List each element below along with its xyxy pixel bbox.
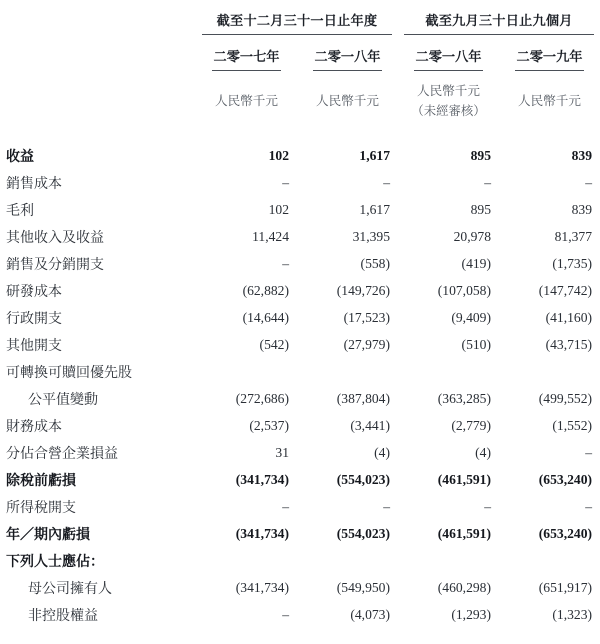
row-value: – bbox=[484, 175, 491, 191]
table-header bbox=[0, 0, 600, 143]
row-value: – bbox=[585, 445, 593, 461]
row-value bbox=[398, 548, 499, 575]
header-year-2017-rule bbox=[212, 70, 281, 71]
row-value: (1,552) bbox=[552, 418, 593, 434]
row-value: (9,409) bbox=[451, 310, 491, 326]
row-label: 研發成本 bbox=[6, 285, 62, 301]
header-year-2017 bbox=[196, 37, 297, 73]
row-value: (653,240) bbox=[538, 526, 593, 542]
row-value: (554,023) bbox=[336, 472, 390, 488]
row-value: 31,395 bbox=[352, 229, 390, 245]
header-unit-col3-label: 人民幣千元 bbox=[417, 84, 480, 98]
row-value: (147,742) bbox=[538, 283, 593, 299]
header-unit-col4 bbox=[499, 73, 600, 121]
row-value: (149,726) bbox=[336, 283, 390, 299]
row-label: 非控股權益 bbox=[28, 609, 98, 625]
row-label: 毛利 bbox=[6, 204, 34, 220]
header-unit-col1 bbox=[196, 73, 297, 121]
row-value: – bbox=[282, 175, 289, 191]
row-label: 母公司擁有人 bbox=[28, 582, 112, 598]
row-value: 895 bbox=[470, 148, 491, 164]
row-value: 839 bbox=[571, 148, 593, 164]
header-group-row bbox=[0, 0, 600, 37]
row-value: – bbox=[282, 499, 289, 515]
row-value: 1,617 bbox=[359, 202, 390, 218]
row-value bbox=[297, 359, 398, 386]
row-value: (4) bbox=[475, 445, 491, 461]
row-value: (3,441) bbox=[350, 418, 390, 434]
header-group-annual bbox=[196, 0, 398, 37]
header-year-2019-interim bbox=[499, 37, 600, 73]
header-year-2019-interim-label: 二零一九年 bbox=[516, 49, 583, 64]
row-label: 其他收入及收益 bbox=[6, 231, 104, 247]
row-value: (363,285) bbox=[437, 391, 491, 407]
table-row bbox=[0, 197, 600, 224]
table-row bbox=[0, 440, 600, 467]
row-value: (14,644) bbox=[242, 310, 289, 326]
row-value: 1,617 bbox=[359, 148, 390, 164]
row-label: 銷售及分銷開支 bbox=[6, 258, 104, 274]
row-label: 銷售成本 bbox=[6, 177, 62, 193]
header-year-2018-interim bbox=[398, 37, 499, 73]
row-label: 所得稅開支 bbox=[6, 501, 76, 517]
table-row bbox=[0, 413, 600, 440]
header-unit-col2-label: 人民幣千元 bbox=[316, 93, 379, 108]
table-row bbox=[0, 224, 600, 251]
table-row bbox=[0, 143, 600, 170]
row-value: – bbox=[282, 607, 289, 623]
row-value: (27,979) bbox=[343, 337, 390, 353]
row-value: (460,298) bbox=[437, 580, 491, 596]
row-value: 839 bbox=[571, 202, 593, 218]
row-value bbox=[398, 359, 499, 386]
table-row bbox=[0, 548, 600, 575]
table-row bbox=[0, 386, 600, 413]
header-year-row bbox=[0, 37, 600, 73]
row-value: (2,779) bbox=[451, 418, 491, 434]
header-year-2018-annual-label: 二零一八年 bbox=[314, 49, 381, 64]
row-value: (62,882) bbox=[242, 283, 289, 299]
header-year-2018-annual-rule bbox=[313, 70, 382, 71]
row-value: – bbox=[383, 499, 390, 515]
header-group-ninemonths-rule bbox=[404, 34, 594, 35]
row-value: (341,734) bbox=[235, 526, 289, 542]
row-value: (499,552) bbox=[538, 391, 593, 407]
row-value: (558) bbox=[360, 256, 390, 272]
table-row bbox=[0, 332, 600, 359]
row-label: 除稅前虧損 bbox=[6, 474, 76, 490]
row-value: (4) bbox=[374, 445, 390, 461]
row-value: 31 bbox=[275, 445, 289, 461]
row-label: 年／期內虧損 bbox=[6, 528, 90, 544]
table-row bbox=[0, 359, 600, 386]
table-row bbox=[0, 170, 600, 197]
row-value: (4,073) bbox=[350, 607, 390, 623]
row-value: (461,591) bbox=[437, 526, 491, 542]
header-bottom-spacer bbox=[0, 121, 600, 143]
row-value: (1,293) bbox=[451, 607, 491, 623]
header-corner-spacer bbox=[0, 0, 196, 37]
row-value: (542) bbox=[259, 337, 289, 353]
row-value: (653,240) bbox=[538, 472, 593, 488]
table-row bbox=[0, 602, 600, 629]
row-value: 102 bbox=[268, 148, 289, 164]
header-year-2018-interim-label: 二零一八年 bbox=[415, 49, 482, 64]
row-value: (43,715) bbox=[545, 337, 593, 353]
row-value: (554,023) bbox=[336, 526, 390, 542]
row-value: – bbox=[585, 499, 593, 515]
row-label: 分佔合營企業損益 bbox=[6, 447, 118, 463]
header-group-annual-rule bbox=[202, 34, 392, 35]
table-row bbox=[0, 467, 600, 494]
table-row bbox=[0, 521, 600, 548]
row-value: – bbox=[282, 256, 289, 272]
row-value: (17,523) bbox=[343, 310, 390, 326]
row-label: 可轉換可贖回優先股 bbox=[6, 366, 132, 382]
row-value: (510) bbox=[461, 337, 491, 353]
row-value bbox=[499, 548, 600, 575]
header-unit-spacer bbox=[0, 73, 196, 121]
header-unit-col4-label: 人民幣千元 bbox=[518, 93, 581, 108]
header-year-spacer bbox=[0, 37, 196, 73]
header-group-ninemonths-label: 截至九月三十日止九個月 bbox=[425, 13, 573, 28]
header-year-2019-interim-rule bbox=[515, 70, 584, 71]
table-row bbox=[0, 305, 600, 332]
row-value: (1,323) bbox=[552, 607, 593, 623]
table-row bbox=[0, 575, 600, 602]
table-row bbox=[0, 278, 600, 305]
row-value: (341,734) bbox=[235, 472, 289, 488]
row-value: (107,058) bbox=[437, 283, 491, 299]
table-row bbox=[0, 251, 600, 278]
row-value: – bbox=[484, 499, 491, 515]
row-value: 895 bbox=[470, 202, 491, 218]
header-unit-col3-note: （未經審核） bbox=[411, 103, 486, 118]
row-value: (272,686) bbox=[235, 391, 289, 407]
table-body bbox=[0, 143, 600, 629]
row-value: (461,591) bbox=[437, 472, 491, 488]
row-label: 下列人士應佔： bbox=[6, 555, 104, 571]
row-value: 20,978 bbox=[453, 229, 491, 245]
header-unit-col2 bbox=[297, 73, 398, 121]
row-label: 收益 bbox=[6, 150, 34, 166]
header-year-2018-interim-rule bbox=[414, 70, 483, 71]
row-label: 其他開支 bbox=[6, 339, 62, 355]
row-label: 行政開支 bbox=[6, 312, 62, 328]
row-value: – bbox=[585, 175, 593, 191]
header-year-2018-annual bbox=[297, 37, 398, 73]
row-value: (341,734) bbox=[235, 580, 289, 596]
row-value: 11,424 bbox=[252, 229, 289, 245]
row-label: 公平值變動 bbox=[28, 393, 98, 409]
row-value: (387,804) bbox=[336, 391, 390, 407]
row-value: (41,160) bbox=[545, 310, 593, 326]
header-unit-col3 bbox=[398, 73, 499, 121]
row-label: 財務成本 bbox=[6, 420, 62, 436]
row-value: – bbox=[383, 175, 390, 191]
row-value: (419) bbox=[461, 256, 491, 272]
header-unit-row bbox=[0, 73, 600, 121]
row-value bbox=[499, 359, 600, 386]
row-value bbox=[196, 359, 297, 386]
row-value: 81,377 bbox=[554, 229, 593, 245]
row-value bbox=[196, 548, 297, 575]
row-value: (651,917) bbox=[538, 580, 593, 596]
header-year-2017-label: 二零一七年 bbox=[213, 49, 280, 64]
table-row bbox=[0, 494, 600, 521]
row-value bbox=[297, 548, 398, 575]
header-group-annual-label: 截至十二月三十一日止年度 bbox=[216, 13, 378, 28]
row-value: (549,950) bbox=[336, 580, 390, 596]
row-value: (2,537) bbox=[249, 418, 289, 434]
row-value: (1,735) bbox=[552, 256, 593, 272]
row-value: 102 bbox=[268, 202, 289, 218]
header-group-ninemonths bbox=[398, 0, 600, 37]
header-unit-col1-label: 人民幣千元 bbox=[215, 93, 278, 108]
